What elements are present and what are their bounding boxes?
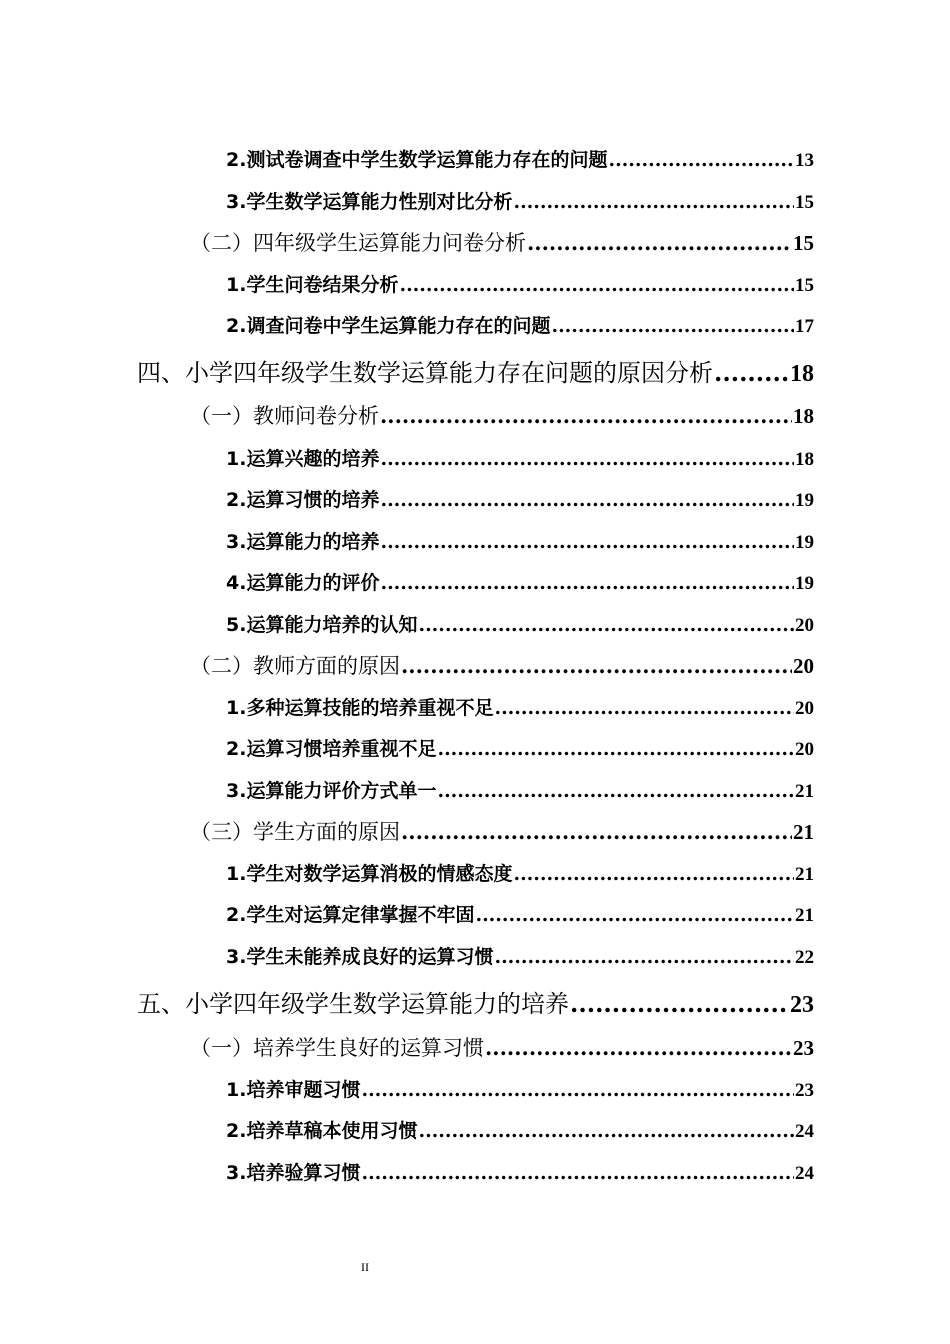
toc-entry-page: 13 — [795, 150, 814, 171]
toc-entry[interactable] — [226, 187, 814, 214]
toc-entry[interactable] — [226, 270, 814, 297]
toc-entry-page: 24 — [795, 1163, 814, 1184]
toc-entry[interactable] — [226, 1075, 814, 1102]
toc-entry-title: 1.学生问卷结果分析 — [226, 274, 399, 296]
toc-leader-dots — [485, 1035, 792, 1060]
toc-leader-dots — [401, 819, 792, 844]
toc-entry[interactable] — [226, 776, 814, 803]
toc-entry-title: 2.运算习惯培养重视不足 — [226, 738, 437, 760]
toc-entry-page: 20 — [793, 654, 814, 678]
toc-entry[interactable] — [226, 311, 814, 338]
toc-leader-dots — [608, 149, 794, 171]
toc-entry[interactable] — [226, 859, 814, 886]
toc-entry-page: 20 — [795, 615, 814, 636]
toc-entry[interactable] — [226, 145, 814, 172]
toc-leader-dots — [494, 697, 794, 719]
toc-entry-page: 23 — [795, 1080, 814, 1101]
toc-entry-title: 3.培养验算习惯 — [226, 1162, 361, 1184]
toc-entry-title: （三）学生方面的原因 — [190, 820, 400, 844]
toc-entry-page: 21 — [793, 820, 814, 844]
toc-leader-dots — [437, 738, 794, 760]
toc-entry-page: 21 — [795, 781, 814, 802]
toc-entry-page: 18 — [793, 404, 814, 428]
toc-entry-title: 5.运算能力培养的认知 — [226, 614, 418, 636]
toc-entry-title: 3.学生未能养成良好的运算习惯 — [226, 946, 494, 968]
toc-entry[interactable] — [190, 1032, 814, 1062]
toc-leader-dots — [361, 1079, 794, 1101]
toc-entry-page: 19 — [795, 532, 814, 553]
toc-entry-page: 18 — [795, 449, 814, 470]
toc-leader-dots — [513, 191, 794, 213]
toc-entry[interactable] — [226, 444, 814, 471]
toc-entry[interactable] — [226, 693, 814, 720]
toc-entry-title: 3.运算能力的培养 — [226, 531, 380, 553]
toc-entry-page: 20 — [795, 698, 814, 719]
toc-entry-title: 五、小学四年级学生数学运算能力的培养 — [137, 990, 569, 1018]
toc-entry-page: 22 — [795, 947, 814, 968]
toc-leader-dots — [380, 448, 794, 470]
toc-entry-title: 2.运算习惯的培养 — [226, 489, 380, 511]
toc-entry[interactable] — [226, 527, 814, 554]
toc-entry-title: 4.运算能力的评价 — [226, 572, 380, 594]
toc-leader-dots — [401, 653, 792, 678]
toc-entry[interactable] — [226, 1116, 814, 1143]
toc-entry[interactable] — [226, 900, 814, 927]
toc-entry-page: 15 — [795, 192, 814, 213]
toc-leader-dots — [527, 230, 792, 255]
toc-entry-title: （二）四年级学生运算能力问卷分析 — [190, 231, 526, 255]
toc-entry[interactable] — [190, 650, 814, 680]
toc-leader-dots — [418, 1120, 794, 1142]
toc-entry[interactable] — [137, 984, 814, 1019]
toc-entry-page: 21 — [795, 864, 814, 885]
toc-entry-title: （一）教师问卷分析 — [190, 404, 379, 428]
toc-entry-title: 1.运算兴趣的培养 — [226, 448, 380, 470]
toc-leader-dots — [399, 274, 794, 296]
toc-entry-page: 23 — [790, 992, 814, 1018]
toc-entry-page: 15 — [793, 231, 814, 255]
toc-leader-dots — [418, 614, 794, 636]
toc-entry-title: 2.学生对运算定律掌握不牢固 — [226, 904, 475, 926]
toc-leader-dots — [513, 863, 794, 885]
toc-entry[interactable] — [226, 942, 814, 969]
toc-leader-dots — [551, 315, 794, 337]
toc-leader-dots — [475, 904, 794, 926]
toc-entry[interactable] — [226, 568, 814, 595]
toc-entry[interactable] — [226, 734, 814, 761]
toc-leader-dots — [570, 989, 789, 1018]
toc-entry-page: 19 — [795, 490, 814, 511]
toc-entry[interactable] — [226, 610, 814, 637]
toc-entry-page: 21 — [795, 905, 814, 926]
toc-leader-dots — [380, 572, 794, 594]
toc-entry-title: 2.培养草稿本使用习惯 — [226, 1120, 418, 1142]
page-number: II — [361, 1260, 369, 1274]
toc-leader-dots — [437, 780, 794, 802]
toc-entry-title: （二）教师方面的原因 — [190, 654, 400, 678]
toc-leader-dots — [380, 531, 794, 553]
toc-entry-title: （一）培养学生良好的运算习惯 — [190, 1036, 484, 1060]
toc-entry-page: 20 — [795, 739, 814, 760]
toc-entry-page: 18 — [790, 361, 814, 387]
toc-entry[interactable] — [226, 485, 814, 512]
toc-leader-dots — [361, 1162, 794, 1184]
toc-entry-title: 1.多种运算技能的培养重视不足 — [226, 697, 494, 719]
toc-entry[interactable] — [137, 353, 814, 388]
toc-leader-dots — [380, 489, 794, 511]
toc-entry-page: 15 — [795, 275, 814, 296]
toc-entry-page: 24 — [795, 1121, 814, 1142]
toc-entry-title: 1.学生对数学运算消极的情感态度 — [226, 863, 513, 885]
toc-entry[interactable] — [190, 227, 814, 257]
toc-leader-dots — [714, 358, 789, 387]
toc-entry-title: 四、小学四年级学生数学运算能力存在问题的原因分析 — [137, 359, 713, 387]
toc-entry-page: 19 — [795, 573, 814, 594]
toc-entry-page: 23 — [793, 1036, 814, 1060]
toc-entry-title: 2.测试卷调查中学生数学运算能力存在的问题 — [226, 149, 608, 171]
toc-entry-title: 2.调查问卷中学生运算能力存在的问题 — [226, 315, 551, 337]
toc-leader-dots — [494, 946, 794, 968]
toc-entry-page: 17 — [795, 316, 814, 337]
toc-entry[interactable] — [190, 400, 814, 430]
toc-entry[interactable] — [226, 1158, 814, 1185]
toc-leader-dots — [380, 403, 792, 428]
toc-entry-title: 1.培养审题习惯 — [226, 1079, 361, 1101]
toc-entry-title: 3.学生数学运算能力性别对比分析 — [226, 191, 513, 213]
toc-entry-title: 3.运算能力评价方式单一 — [226, 780, 437, 802]
toc-entry[interactable] — [190, 816, 814, 846]
